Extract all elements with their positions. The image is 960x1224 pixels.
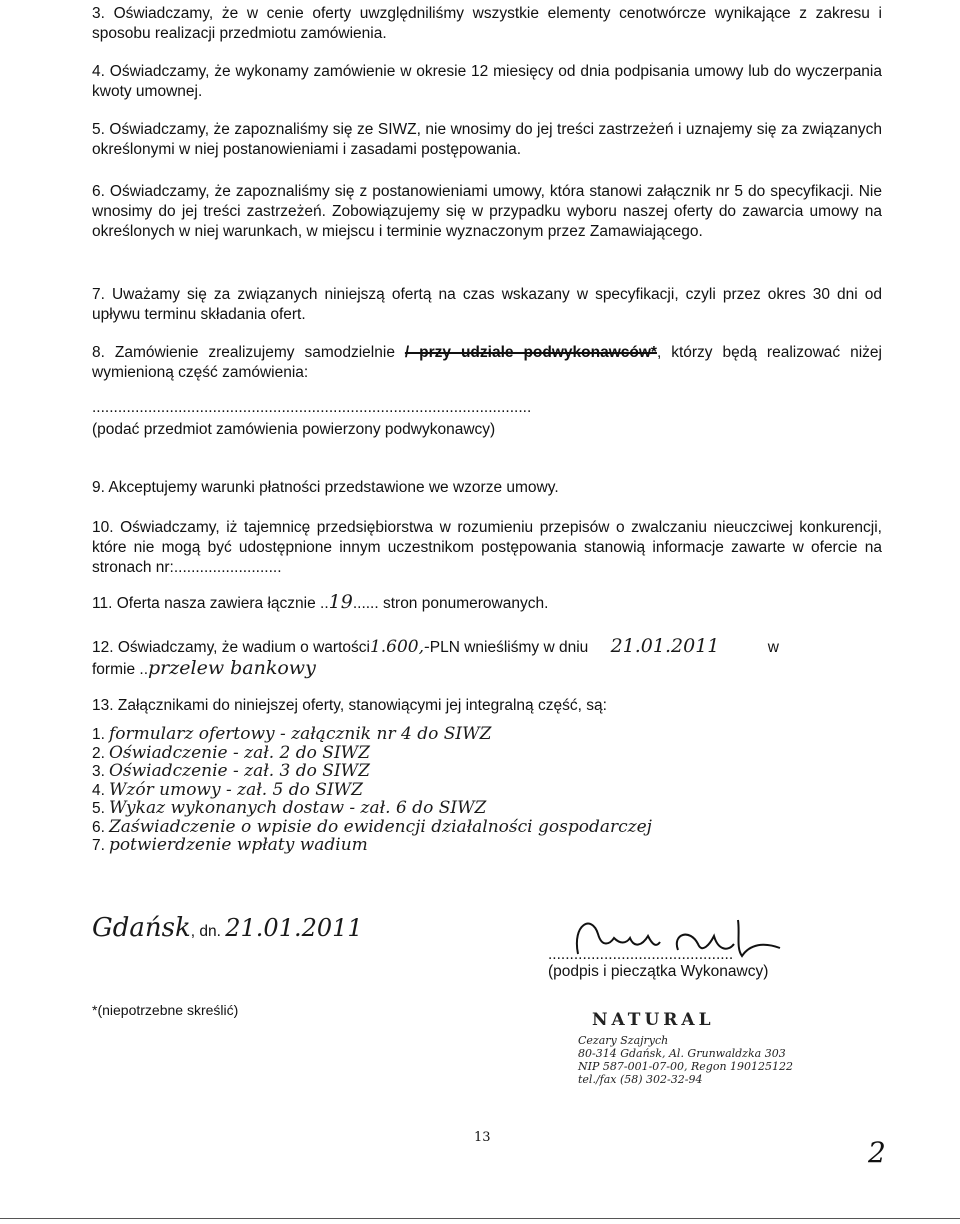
stamp-line: tel./fax (58) 302-32-94 <box>578 1073 703 1086</box>
p8-end: , którzy będą realizować niżej wymienioną część zamówienia: <box>92 344 882 381</box>
p8-struck-text: / przy udziale podwykonawców* <box>404 344 657 361</box>
p8-dots: ...................................................................................................... <box>92 399 532 416</box>
handwritten-signature-date: 21.01.2011 <box>225 914 363 942</box>
paragraph-13: 13. Załącznikami do niniejszej oferty, stanowiącymi jej integralną część, są: <box>92 697 607 714</box>
stamp-line: NIP 587-001-07-00, Regon 190125122 <box>578 1060 794 1073</box>
paragraph-10: 10. Oświadczamy, iż tajemnicę przedsiębiorstwa w rozumieniu przepisów o zwalczaniu nieuczciwej konkurencji, które nie mogą być udostępnione innym uczestnikom postępowania stanowią informacje zawarte w ofercie na stronach nr:......................... <box>92 519 882 576</box>
company-stamp <box>578 1010 818 1086</box>
attachment-number: 7. <box>92 837 105 854</box>
signature-place-date <box>92 913 363 943</box>
attachment-item <box>92 835 368 856</box>
p12-handwritten-date: 21.01.2011 <box>610 635 720 657</box>
paragraph-5: 5. Oświadczamy, że zapoznaliśmy się ze SIWZ, nie wnosimy do jej treści zastrzeżeń i uznajemy się za związanych określonymi w niej postanowieniami i zasadami postępowania. <box>92 121 882 158</box>
p11-end: ...... stron ponumerowanych. <box>352 595 549 612</box>
attachment-number: 3. <box>92 763 105 780</box>
attachment-handwritten-text: formularz ofertowy - załącznik nr 4 do SIWZ <box>108 724 492 744</box>
corner-mark: 2 <box>868 1136 886 1169</box>
attachment-handwritten-text: potwierdzenie wpłaty wadium <box>108 835 368 855</box>
attachment-number: 1. <box>92 726 105 743</box>
handwritten-place: Gdańsk <box>92 913 191 943</box>
stamp-line: 80-314 Gdańsk, Al. Grunwaldzka 303 <box>578 1047 786 1060</box>
attachment-handwritten-text: Zaświadczenie o wpisie do ewidencji działalności gospodarczej <box>108 816 652 837</box>
signature-caption: (podpis i pieczątka Wykonawcy) <box>548 963 769 980</box>
p11-start: 11. Oferta nasza zawiera łącznie .. <box>92 595 329 612</box>
signature-scribble-icon <box>568 914 788 962</box>
paragraph-11 <box>92 592 548 614</box>
p12-handwritten-amount: 1.600,- <box>369 637 430 657</box>
footnote: *(niepotrzebne skreślić) <box>92 1002 239 1018</box>
bottom-divider <box>0 1218 960 1219</box>
p8-start: 8. Zamówienie zrealizujemy samodzielnie <box>92 344 405 361</box>
paragraph-7: 7. Uważamy się za związanych niniejszą ofertą na czas wskazany w specyfikacji, czyli przez okres 30 dni od upływu terminu składania ofert. <box>92 286 882 323</box>
stamp-name: NATURAL <box>592 1010 715 1030</box>
attachment-handwritten-text: Oświadczenie - zał. 3 do SIWZ <box>108 761 370 781</box>
stamp-line: Cezary Szajrych <box>578 1034 669 1047</box>
attachment-handwritten-text: Oświadczenie - zał. 2 do SIWZ <box>108 742 370 763</box>
p12-handwritten-form: przelew bankowy <box>148 657 316 679</box>
p8-hint: (podać przedmiot zamówienia powierzony podwykonawcy) <box>92 421 496 438</box>
p12-form-label: formie <box>92 661 136 678</box>
p12-start: 12. Oświadczamy, że wadium o wartości <box>92 639 370 656</box>
paragraph-12 <box>92 636 779 658</box>
stamp-lines <box>578 1034 818 1086</box>
paragraph-4: 4. Oświadczamy, że wykonamy zamówienie w okresie 12 miesięcy od dnia podpisania umowy lub do wyczerpania kwoty umownej. <box>92 63 882 100</box>
attachment-handwritten-text: Wzór umowy - zał. 5 do SIWZ <box>108 779 363 800</box>
handwritten-signature <box>568 914 788 962</box>
paragraph-8 <box>92 343 882 383</box>
page-number: 13 <box>474 1130 491 1145</box>
signature-dots: ........................................... <box>548 946 734 963</box>
paragraph-6: 6. Oświadczamy, że zapoznaliśmy się z postanowieniami umowy, która stanowi załącznik nr 5 do specyfikacji. Nie wnosimy do jej treści zastrzeżeń. Zobowiązujemy się w przypadku wyboru naszej oferty do zawarcia umowy na określonych w niej warunkach, w miejscu i terminie wyznaczonym przez Zamawiającego. <box>92 183 882 240</box>
attachment-number: 2. <box>92 744 105 762</box>
attachment-handwritten-text: Wykaz wykonanych dostaw - zał. 6 do SIWZ <box>108 798 487 818</box>
attachment-number: 5. <box>92 800 105 817</box>
p12-form-line: formie ..przelew bankowy <box>92 657 316 679</box>
attachment-number: 6. <box>92 818 105 836</box>
paragraph-9: 9. Akceptujemy warunki płatności przedstawione we wzorze umowy. <box>92 479 559 496</box>
p12-mid: PLN wnieśliśmy w dniu <box>429 639 589 656</box>
p12-w: w <box>767 639 779 656</box>
p11-handwritten-count: 19 <box>328 591 353 613</box>
attachment-number: 4. <box>92 781 105 799</box>
dn-label: , dn. <box>190 923 221 940</box>
paragraph-3: 3. Oświadczamy, że w cenie oferty uwzględniliśmy wszystkie elementy cenotwórcze wynikające z zakresu i sposobu realizacji przedmiotu zamówienia. <box>92 5 882 42</box>
